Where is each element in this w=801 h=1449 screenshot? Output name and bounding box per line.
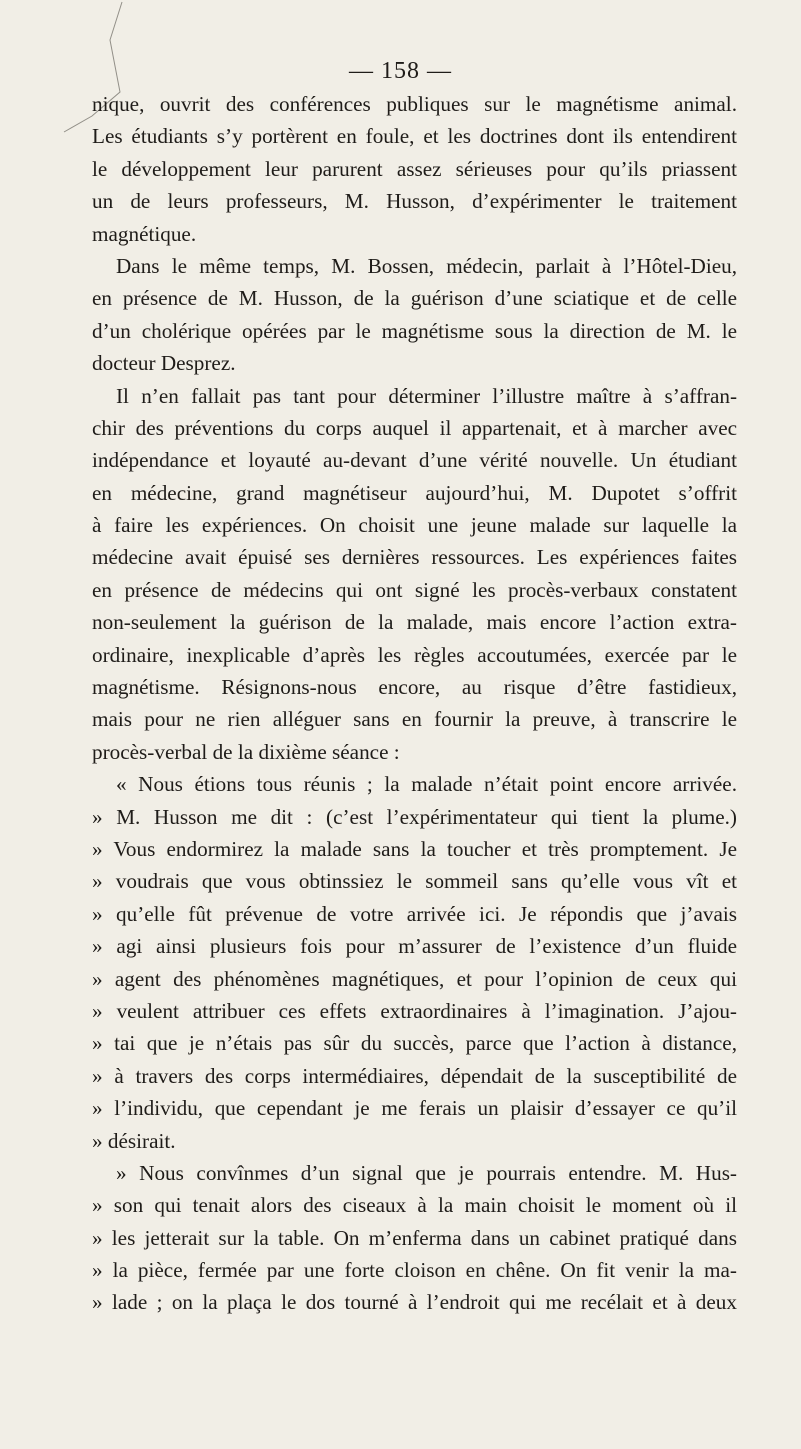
quote-line: » Nous convînmes d’un signal que je pourrais entendre. M. Hus- bbox=[116, 1160, 737, 1185]
quote-line: » tai que je n’étais pas sûr du succès, parce que l’action à distance, bbox=[92, 1031, 737, 1056]
text-line: Les étudiants s’y portèrent en foule, et les doctrines dont ils entendirent bbox=[92, 124, 737, 149]
text-line: Dans le même temps, M. Bossen, médecin, parlait à l’Hôtel-Dieu, bbox=[116, 253, 737, 278]
text-line: en présence de M. Husson, de la guérison d’une sciatique et de celle bbox=[92, 286, 737, 311]
text-line: un de leurs professeurs, M. Husson, d’expérimenter le traitement bbox=[92, 189, 737, 214]
text-line: indépendance et loyauté au-devant d’une vérité nouvelle. Un étudiant bbox=[92, 448, 737, 473]
quote-line: » veulent attribuer ces effets extraordinaires à l’imagination. J’ajou- bbox=[92, 998, 737, 1023]
text-line: ordinaire, inexplicable d’après les règles accoutumées, exercée par le bbox=[92, 642, 737, 667]
body-text bbox=[92, 88, 737, 1319]
quote-line: » voudrais que vous obtinssiez le sommeil sans qu’elle vous vît et bbox=[92, 869, 737, 894]
quote-line: » agent des phénomènes magnétiques, et pour l’opinion de ceux qui bbox=[92, 966, 737, 991]
text-line: magnétique. bbox=[92, 221, 197, 246]
text-line: docteur Desprez. bbox=[92, 351, 236, 376]
text-line: à faire les expériences. On choisit une jeune malade sur laquelle la bbox=[92, 513, 737, 538]
quote-line: » lade ; on la plaça le dos tourné à l’endroit qui me recélait et à deux bbox=[92, 1290, 737, 1315]
text-line: mais pour ne rien alléguer sans en fournir la preuve, à transcrire le bbox=[92, 707, 737, 732]
quote-line: » la pièce, fermée par une forte cloison en chêne. On fit venir la ma- bbox=[92, 1258, 737, 1283]
quote-line: » qu’elle fût prévenue de votre arrivée ici. Je répondis que j’avais bbox=[92, 901, 737, 926]
text-line: médecine avait épuisé ses dernières ressources. Les expériences faites bbox=[92, 545, 737, 570]
quote-line: » son qui tenait alors des ciseaux à la main choisit le moment où il bbox=[92, 1193, 737, 1218]
quote-line: » agi ainsi plusieurs fois pour m’assurer de l’existence d’un fluide bbox=[92, 934, 737, 959]
text-line: en médecine, grand magnétiseur aujourd’hui, M. Dupotet s’offrit bbox=[92, 480, 737, 505]
text-line: Il n’en fallait pas tant pour déterminer l’illustre maître à s’affran- bbox=[116, 383, 737, 408]
quote-line: » Vous endormirez la malade sans la toucher et très promptement. Je bbox=[92, 836, 737, 861]
text-line: le développement leur parurent assez sérieuses pour qu’ils priassent bbox=[92, 156, 737, 181]
page-number: — 158 — bbox=[349, 58, 452, 84]
text-line: nique, ouvrit des conférences publiques sur le magnétisme animal. bbox=[92, 92, 737, 116]
text-line: non-seulement la guérison de la malade, mais encore l’action extra- bbox=[92, 610, 737, 635]
quote-line: » M. Husson me dit : (c’est l’expérimentateur qui tient la plume.) bbox=[92, 804, 737, 829]
quote-line: » les jetterait sur la table. On m’enferma dans un cabinet pratiqué dans bbox=[92, 1225, 737, 1250]
quote-line: » à travers des corps intermédiaires, dépendait de la susceptibilité de bbox=[92, 1063, 737, 1088]
text-line: chir des préventions du corps auquel il appartenait, et à marcher avec bbox=[92, 415, 737, 440]
quote-line: « Nous étions tous réunis ; la malade n’était point encore arrivée. bbox=[116, 772, 737, 797]
text-line: procès-verbal de la dixième séance : bbox=[92, 739, 400, 764]
text-line: d’un cholérique opérées par le magnétisme sous la direction de M. le bbox=[92, 318, 737, 343]
text-line: en présence de médecins qui ont signé les procès-verbaux constatent bbox=[92, 577, 737, 602]
quote-line: » l’individu, que cependant je me ferais un plaisir d’essayer ce qu’il bbox=[92, 1096, 737, 1121]
quote-line: » désirait. bbox=[92, 1128, 176, 1153]
text-line: magnétisme. Résignons-nous encore, au risque d’être fastidieux, bbox=[92, 675, 737, 700]
